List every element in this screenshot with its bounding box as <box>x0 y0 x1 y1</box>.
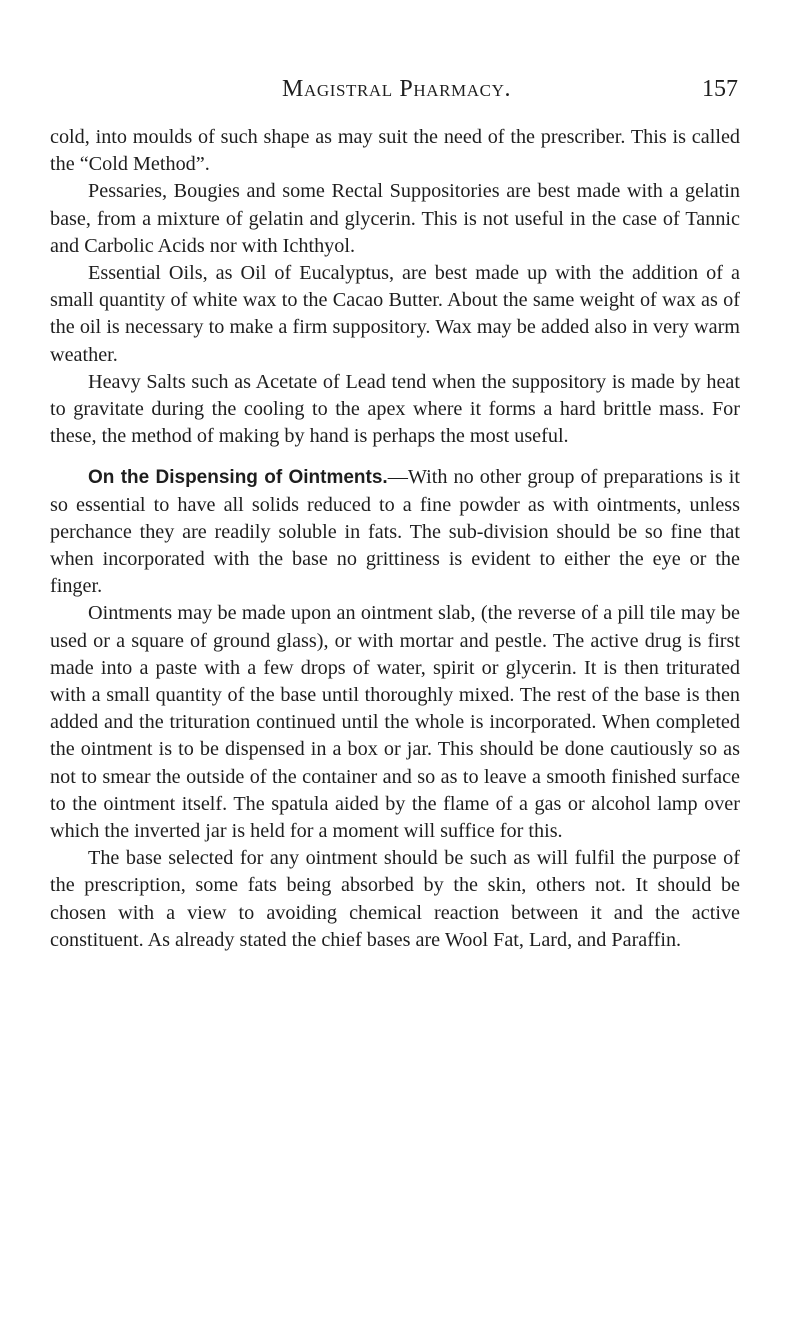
running-title: Magistral Pharmacy. <box>282 76 512 102</box>
page-number: 157 <box>702 76 738 102</box>
book-page <box>50 0 740 1335</box>
paragraph-text: Pessaries, Bougies and some Rectal Suppositories are best made with a gelatin base, from a mixture of gelatin and glycerin. This is not useful in the case of Tannic and Carbolic Acids nor with Ichthyol. <box>50 180 740 257</box>
paragraph-pessaries <box>50 178 740 260</box>
paragraph-base-selection <box>50 845 740 954</box>
paragraph-cold-method <box>50 124 740 178</box>
paragraph-text: Essential Oils, as Oil of Eucalyptus, are best made up with the addition of a small quantity of white wax to the Cacao Butter. About the same weight of wax as of the oil is necessary to make a firm suppository. Wax may be added also in very warm weather. <box>50 262 740 366</box>
paragraph-ointment-slab <box>50 600 740 845</box>
paragraph-text: cold, into moulds of such shape as may suit the need of the prescriber. This is called the “Cold Method”. <box>50 126 740 176</box>
paragraph-dispensing-ointments <box>50 464 740 600</box>
paragraph-text: —With no other group of preparations is it so essential to have all solids reduced to a fine powder as with ointments, unless perchance they are readily soluble in fats. The sub-division should be so fine that when incorporated with the base no grittiness is evident to either the eye or the finger. <box>50 466 740 598</box>
section-heading: On the Dispensing of Ointments. <box>88 467 388 489</box>
paragraph-text: Ointments may be made upon an ointment slab, (the reverse of a pill tile may be used or a square of ground glass), or with mortar and pestle. The active drug is first made into a paste with a few drops of water, spirit or glycerin. It is then triturated with a small quantity of the base until thoroughly mixed. The rest of the base is then added and the trituration continued until the whole is incorporated. When completed the ointment is to be dispensed in a box or jar. This should be done cautiously so as not to smear the outside of the container and so as to leave a smooth finished surface to the ointment itself. The spatula aided by the flame of a gas or alcohol lamp over which the inverted jar is held for a moment will suffice for this. <box>50 602 740 843</box>
paragraph-text: Heavy Salts such as Acetate of Lead tend when the suppository is made by heat to gravitate during the cooling to the apex where it forms a hard brittle mass. For these, the method of making by hand is perhaps the most useful. <box>50 370 740 448</box>
paragraph-heavy-salts <box>50 369 740 451</box>
body-text <box>50 124 740 954</box>
paragraph-essential-oils <box>50 260 740 369</box>
running-head <box>50 76 740 110</box>
paragraph-text: The base selected for any ointment should be such as will fulfil the purpose of the prescription, some fats being absorbed by the skin, others not. It should be chosen with a view to avoiding chemical reaction between it and the active constituent. As already stated the chief bases are Wool Fat, Lard, and Paraffin. <box>50 847 740 951</box>
